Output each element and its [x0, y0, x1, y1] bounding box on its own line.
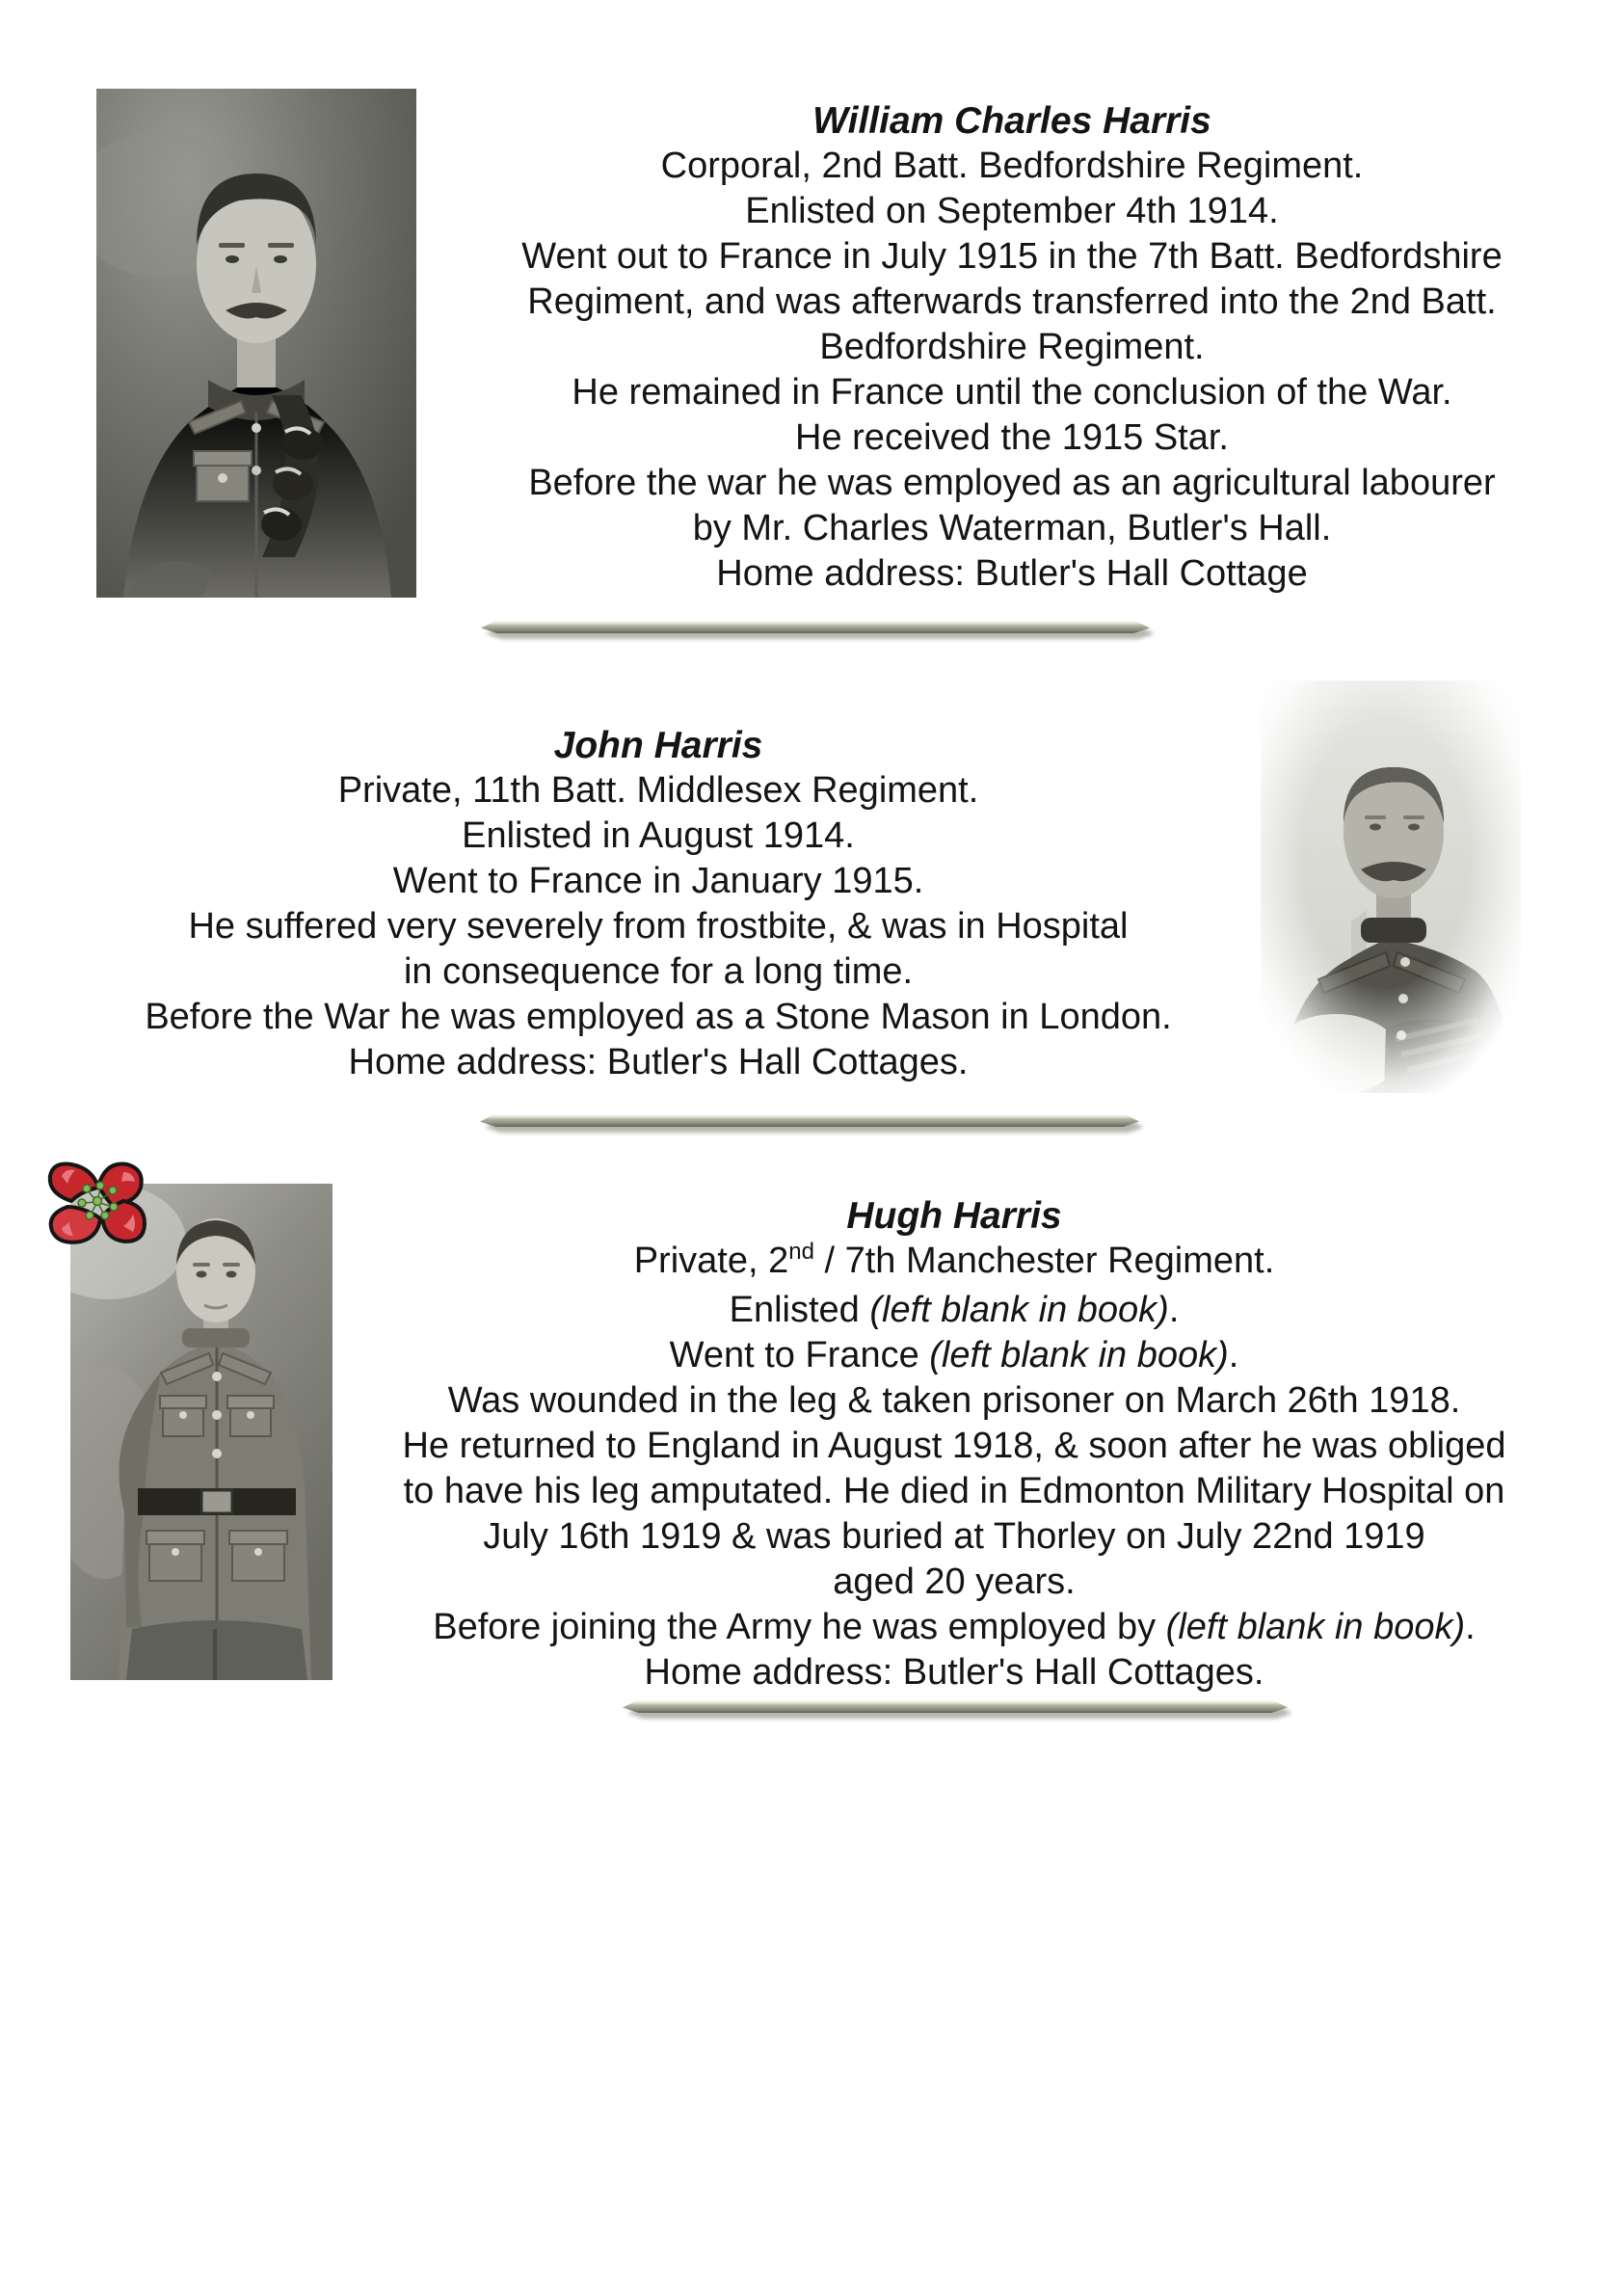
line-segment: Enlisted [729, 1290, 870, 1330]
section-heading: William Charles Harris [812, 100, 1211, 142]
remembrance-poppy-icon [40, 1157, 154, 1249]
section-divider [623, 1700, 1288, 1713]
soldier-portrait-icon [1261, 681, 1521, 1093]
info-line: by Mr. Charles Waterman, Butler's Hall. [692, 508, 1332, 548]
line-segment: / 7th Manchester Regiment. [813, 1241, 1275, 1281]
line-segment: Before joining the Army he was employed by [433, 1607, 1166, 1647]
line-segment-italic: (left blank in book) [1165, 1607, 1466, 1647]
line-segment-italic: (left blank in book) [869, 1290, 1169, 1330]
line-segment: Private, 2 [633, 1241, 789, 1281]
soldier-portrait-icon [96, 89, 416, 598]
info-line: Bedfordshire Regiment. [819, 327, 1205, 367]
info-line: Went out to France in July 1915 in the 7th Batt. Bedfordshire [521, 236, 1503, 277]
line-segment: . [1228, 1335, 1239, 1375]
section-heading: Hugh Harris [846, 1195, 1062, 1237]
info-line: He received the 1915 Star. [795, 417, 1229, 458]
soldier-photo-william [96, 89, 416, 598]
line-segment: . [1465, 1607, 1476, 1647]
soldier-portrait-icon [70, 1184, 333, 1680]
soldier-photo-john [1261, 681, 1521, 1093]
info-line: Went to France in January 1915. [392, 861, 924, 901]
info-line [318, 1288, 1590, 1333]
line-segment: . [1168, 1290, 1180, 1330]
info-line: July 16th 1919 & was buried at Thorley on July 22nd 1919 [483, 1516, 1425, 1557]
info-line: Before the War he was employed as a Stone Mason in London. [145, 997, 1172, 1037]
line-segment-italic: (left blank in book) [929, 1335, 1229, 1375]
info-line: Private, 11th Batt. Middlesex Regiment. [337, 770, 979, 811]
info-line: He remained in France until the conclusion of the War. [572, 372, 1452, 413]
info-line: Enlisted in August 1914. [462, 815, 855, 856]
section-divider [481, 621, 1150, 633]
info-line: Regiment, and was afterwards transferred into the 2nd Batt. [527, 281, 1497, 322]
info-line [318, 1239, 1590, 1288]
info-line: He suffered very severely from frostbite, & was in Hospital [188, 906, 1129, 947]
info-line [318, 1333, 1590, 1378]
section-william [405, 98, 1619, 597]
info-line: Home address: Butler's Hall Cottage [716, 553, 1308, 594]
info-line: Home address: Butler's Hall Cottages. [348, 1042, 969, 1082]
divider-bar [480, 1114, 1139, 1127]
info-line: Corporal, 2nd Batt. Bedfordshire Regiment. [660, 146, 1364, 186]
divider-bar [481, 621, 1150, 633]
soldier-photo-hugh [70, 1184, 333, 1680]
info-line: Before the war he was employed as an agricultural labourer [528, 463, 1496, 503]
info-line: in consequence for a long time. [403, 951, 914, 992]
info-line: He returned to England in August 1918, & soon after he was obliged [402, 1426, 1506, 1466]
section-john [39, 723, 1278, 1085]
section-divider [480, 1114, 1139, 1127]
info-line: Home address: Butler's Hall Cottages. [644, 1652, 1264, 1693]
divider-bar [623, 1700, 1288, 1713]
info-line: aged 20 years. [833, 1562, 1076, 1602]
info-line: Was wounded in the leg & taken prisoner on March 26th 1918. [447, 1380, 1461, 1421]
info-line: Enlisted on September 4th 1914. [745, 191, 1279, 231]
info-line: to have his leg amputated. He died in Edmonton Military Hospital on [403, 1471, 1505, 1511]
poppy-icon [40, 1157, 154, 1249]
line-segment: Went to France [669, 1335, 930, 1375]
section-heading: John Harris [553, 725, 763, 766]
section-hugh [318, 1193, 1590, 1695]
superscript-ordinal: nd [788, 1239, 814, 1265]
info-line [318, 1605, 1590, 1650]
